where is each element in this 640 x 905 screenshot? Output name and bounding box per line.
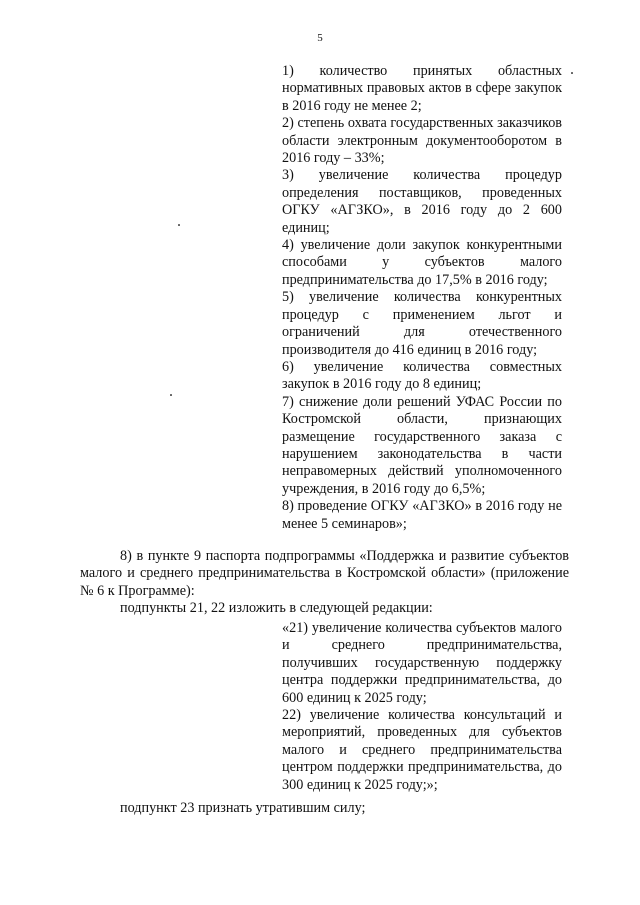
goal-item-2: 2) степень охвата государственных заказчиков области электронным документооборотом в 2016 году – 33%; xyxy=(282,115,562,167)
scan-speck xyxy=(571,72,573,74)
goal-item-7: 7) снижение доли решений УФАС России по Костромской области, признающих размещение государственного заказа с нарушением законодательства в части неправомерных действий уполномоченного учреждения, в 2016 году до 6,5%; xyxy=(282,393,562,497)
goals-list xyxy=(282,63,562,533)
final-text xyxy=(80,800,569,817)
support-list xyxy=(282,620,562,794)
scan-speck xyxy=(178,224,180,226)
amendment-text xyxy=(80,548,569,618)
goal-item-5: 5) увеличение количества конкурентных процедур с применением льгот и ограничений для отечественного производителя до 416 единиц в 2016 году; xyxy=(282,289,562,358)
goal-item-8: 8) проведение ОГКУ «АГЗКО» в 2016 году не менее 5 семинаров»; xyxy=(282,498,562,532)
scan-speck xyxy=(170,394,172,396)
support-item-22: 22) увеличение количества консультаций и мероприятий, проведенных для субъектов малого и среднего предпринимательства центром поддержки предпринимательства, до 300 единиц к 2025 году;»; xyxy=(282,707,562,793)
page-number: 5 xyxy=(317,32,323,44)
goal-item-3: 3) увеличение количества процедур определения поставщиков, проведенных ОГКУ «АГЗКО», в 2016 году до 2 600 единиц; xyxy=(282,167,562,236)
goal-item-4: 4) увеличение доли закупок конкурентными способами у субъектов малого предпринимательства до 17,5% в 2016 году; xyxy=(282,237,562,288)
subitems-instruction: подпункты 21, 22 изложить в следующей редакции: xyxy=(120,600,433,617)
goal-item-1: 1) количество принятых областных нормативных правовых актов в сфере закупок в 2016 году не менее 2; xyxy=(282,63,562,114)
item-8-paragraph: 8) в пункте 9 паспорта подпрограммы «Поддержка и развитие субъектов малого и среднего предпринимательства в Костромской области» (приложение № 6 к Программе): xyxy=(80,548,569,599)
goal-item-6: 6) увеличение количества совместных закупок в 2016 году до 8 единиц; xyxy=(282,358,562,393)
final-instruction: подпункт 23 признать утратившим силу; xyxy=(120,800,366,816)
support-item-21: «21) увеличение количества субъектов малого и среднего предпринимательства, получивших государственную поддержку центра поддержки предпринимательства, до 600 единиц к 2025 году; xyxy=(282,620,562,706)
